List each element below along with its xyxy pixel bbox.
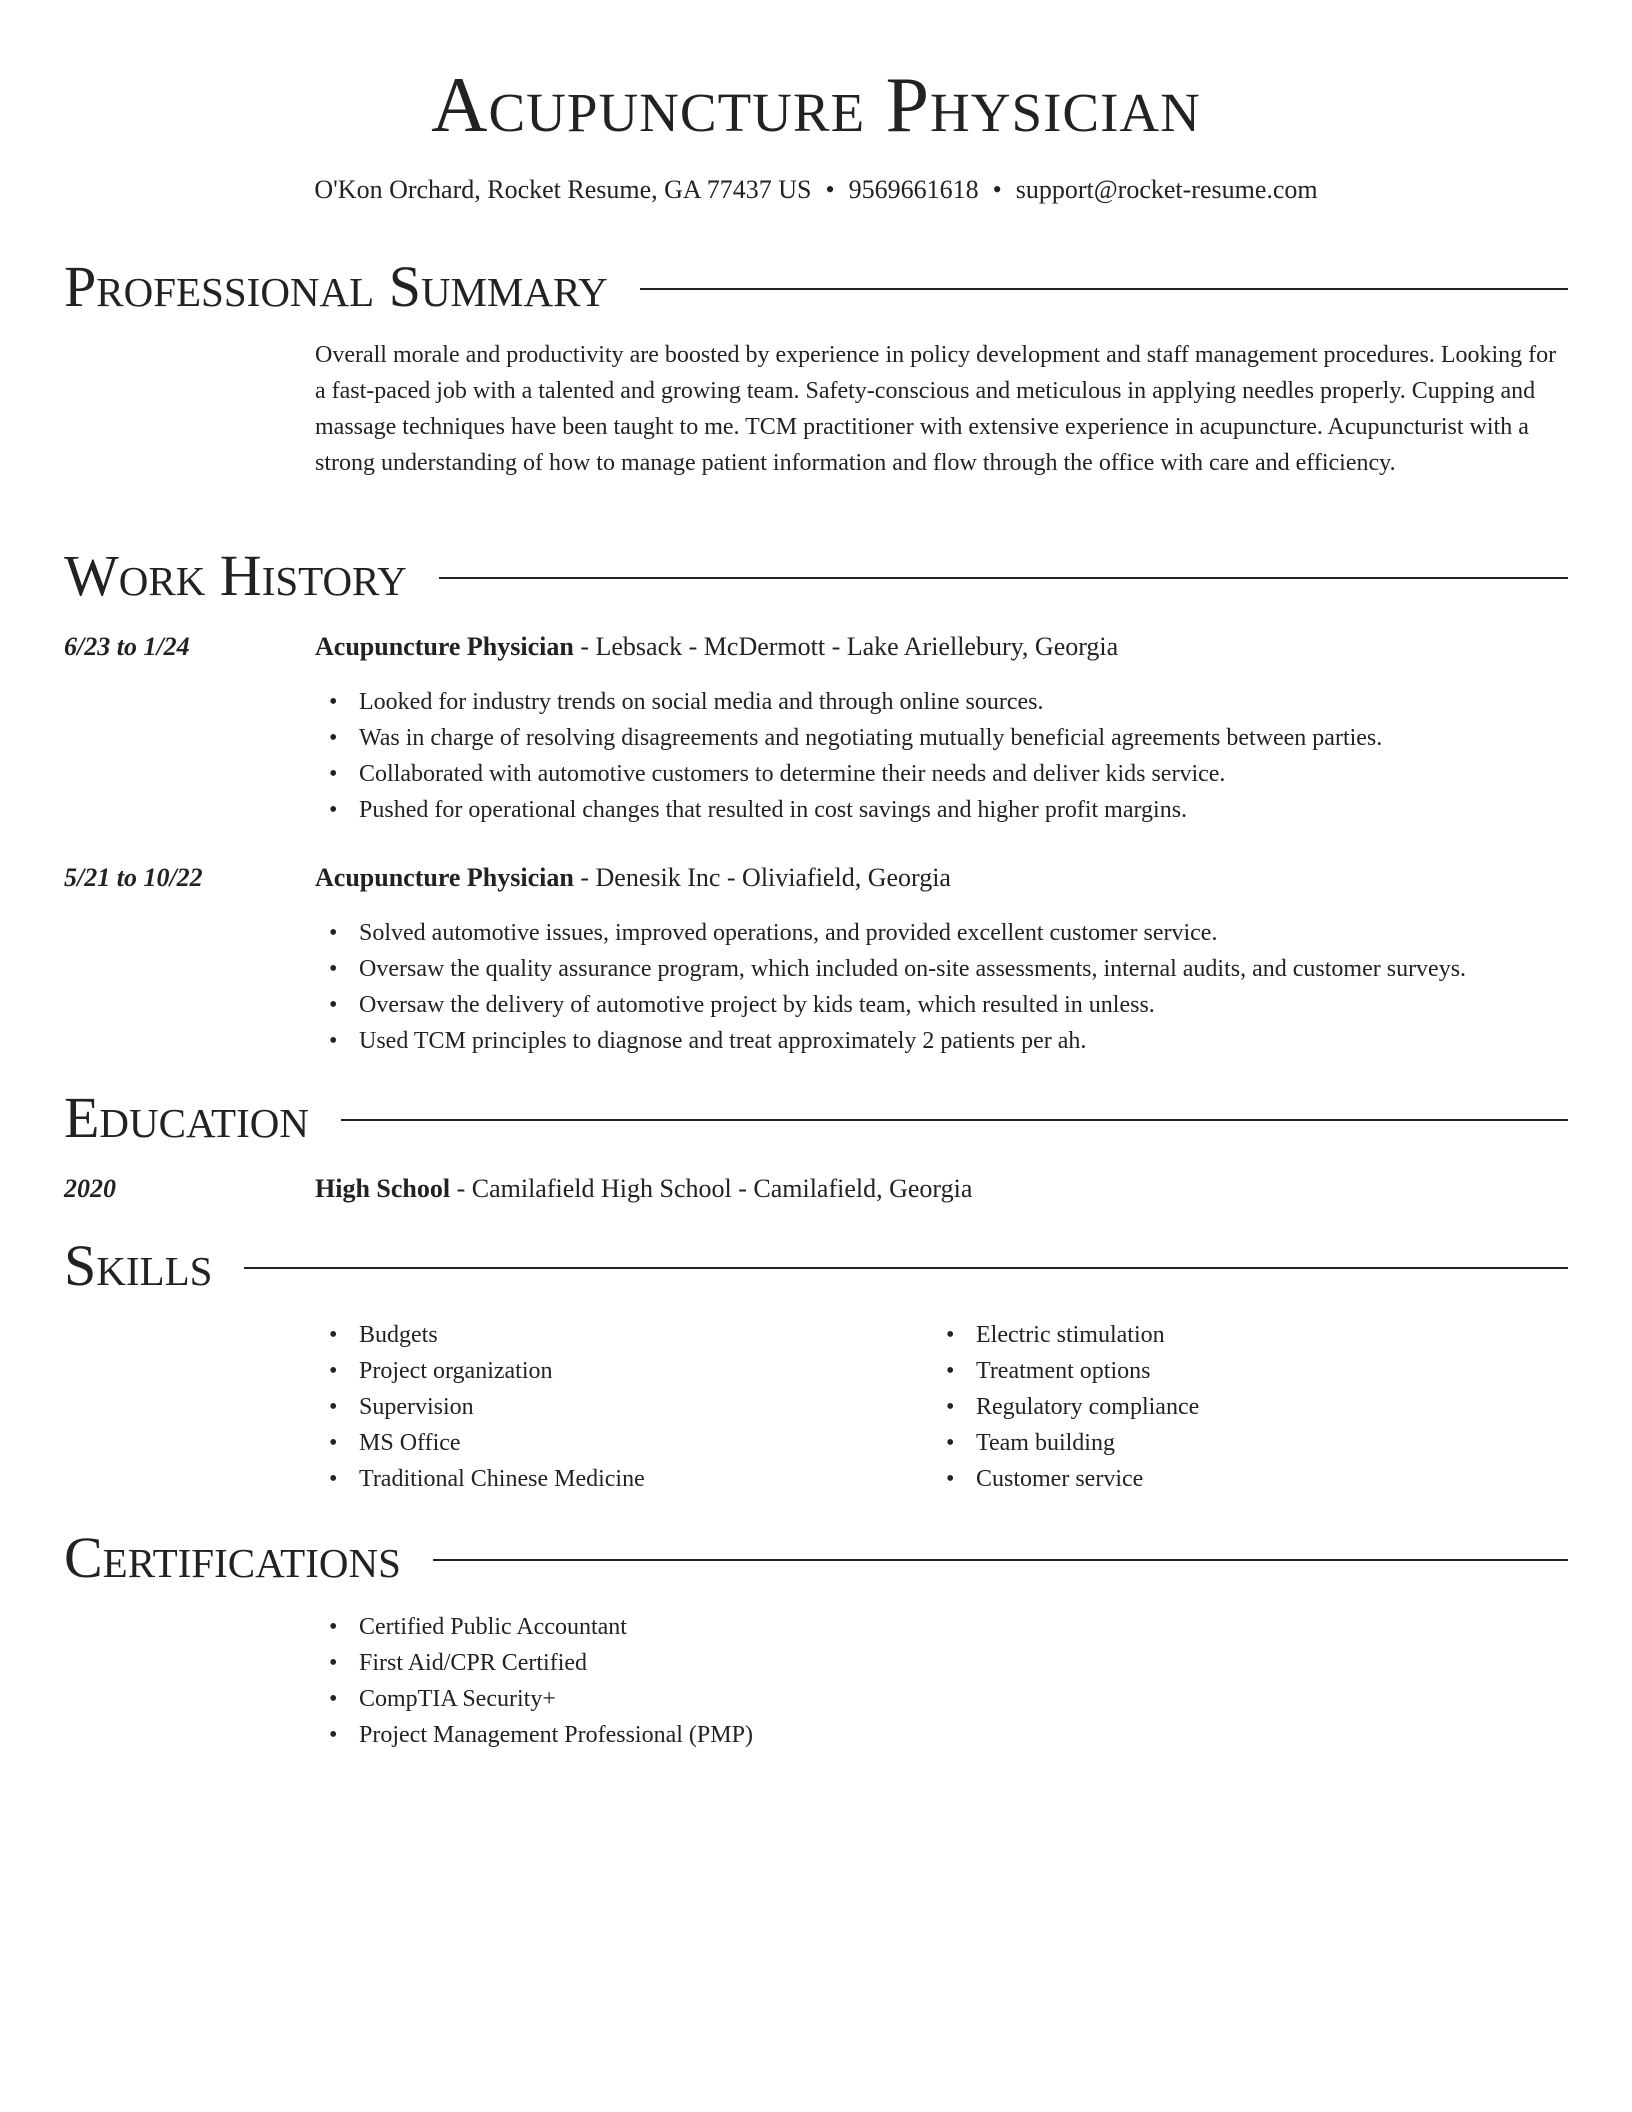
section-certifications (64, 1525, 1568, 1591)
section-divider (640, 288, 1568, 290)
separator-dot: • (992, 175, 1002, 204)
certification-item: • CompTIA Security+ (359, 1681, 1568, 1717)
job-details: - Denesik Inc - Oliviafield, Georgia (573, 863, 951, 892)
education-degree: High School (315, 1174, 451, 1203)
certifications-list (315, 1609, 1568, 1753)
certification-item: • Certified Public Accountant (359, 1609, 1568, 1645)
list-item: • Pushed for operational changes that resulted in cost savings and higher profit margins. (359, 792, 1568, 828)
list-item: • Solved automotive issues, improved operations, and provided excellent customer service. (359, 915, 1568, 951)
job-bullets (315, 684, 1568, 828)
list-item: • Oversaw the delivery of automotive project by kids team, which resulted in unless. (359, 987, 1568, 1023)
skill-item: • Project organization (359, 1353, 919, 1389)
job-heading (315, 861, 1568, 895)
list-item: • Looked for industry trends on social media and through online sources. (359, 684, 1568, 720)
skill-item: • Budgets (359, 1317, 919, 1353)
skill-item: • Regulatory compliance (976, 1389, 1568, 1425)
list-item: • Oversaw the quality assurance program, which included on-site assessments, internal audits, and customer surveys. (359, 951, 1568, 987)
skills-list-right (932, 1317, 1568, 1497)
job-heading (315, 630, 1568, 664)
job-details: - Lebsack - McDermott - Lake Ariellebury, Georgia (573, 632, 1119, 661)
list-item: • Collaborated with automotive customers to determine their needs and deliver kids service. (359, 756, 1568, 792)
candidate-name: Acupuncture Physician (431, 61, 1201, 148)
job-bullets (315, 915, 1568, 1059)
section-divider (341, 1119, 1568, 1121)
job-role: Acupuncture Physician (315, 863, 574, 892)
section-divider (244, 1267, 1568, 1269)
section-work-history (64, 543, 1568, 609)
contact-line (0, 173, 1632, 207)
education-entry (315, 1172, 1568, 1206)
list-item: • Used TCM principles to diagnose and treat approximately 2 patients per ah. (359, 1023, 1568, 1059)
summary-text: Overall morale and productivity are boosted by experience in policy development and staff management procedures. Looking for a fast-paced job with a talented and growing team. Safety-conscious and meticulous in applying needles properly. Cupping and massage techniques have been taught to me. TCM practitioner with extensive experience in acupuncture. Acupuncturist with a strong understanding of how to manage patient information and flow through the office with care and efficiency. (315, 342, 1557, 476)
section-title: Work History (64, 543, 407, 608)
skill-item: • Team building (976, 1425, 1568, 1461)
section-title: Certifications (64, 1525, 401, 1590)
skill-item: • Supervision (359, 1389, 919, 1425)
job-dates: 6/23 to 1/24 (64, 632, 190, 661)
skill-item: • Traditional Chinese Medicine (359, 1461, 919, 1497)
section-skills (64, 1233, 1568, 1299)
section-divider (433, 1559, 1568, 1561)
education-details: - Camilafield High School - Camilafield, Georgia (450, 1174, 973, 1203)
section-professional-summary (64, 254, 1568, 320)
email: support@rocket-resume.com (1015, 175, 1318, 204)
education-year: 2020 (64, 1174, 116, 1203)
separator-dot: • (825, 175, 835, 204)
skill-item: • Treatment options (976, 1353, 1568, 1389)
skill-item: • Electric stimulation (976, 1317, 1568, 1353)
certification-item: • Project Management Professional (PMP) (359, 1717, 1568, 1753)
list-item: • Was in charge of resolving disagreements and negotiating mutually beneficial agreements between parties. (359, 720, 1568, 756)
skills-list-left (315, 1317, 919, 1497)
phone: 9569661618 (848, 175, 979, 204)
section-divider (439, 577, 1568, 579)
certification-item: • First Aid/CPR Certified (359, 1645, 1568, 1681)
section-title: Professional Summary (64, 254, 608, 319)
address: O'Kon Orchard, Rocket Resume, GA 77437 US (314, 175, 812, 204)
job-role: Acupuncture Physician (315, 632, 574, 661)
section-title: Skills (64, 1233, 213, 1298)
job-dates: 5/21 to 10/22 (64, 863, 203, 892)
section-title: Education (64, 1085, 309, 1150)
section-education (64, 1085, 1568, 1151)
skill-item: • Customer service (976, 1461, 1568, 1497)
skill-item: • MS Office (359, 1425, 919, 1461)
